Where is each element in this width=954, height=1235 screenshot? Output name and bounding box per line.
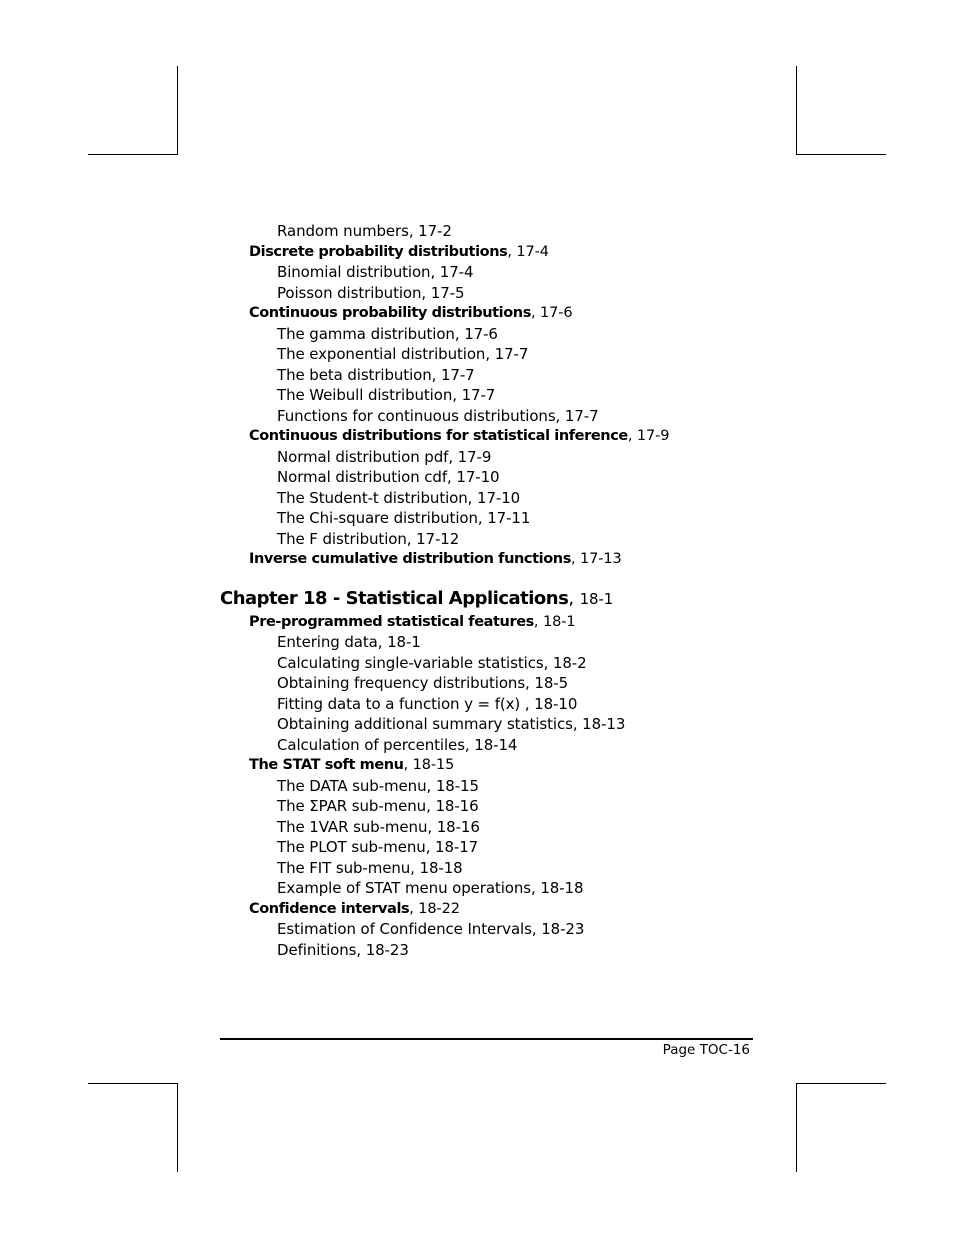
toc-subsection-entry bbox=[277, 385, 495, 405]
toc-chapter-entry bbox=[220, 587, 613, 611]
toc-entry-title: Inverse cumulative distribution functions bbox=[249, 551, 571, 567]
toc-entry-separator: , bbox=[507, 243, 517, 260]
toc-subsection-entry bbox=[277, 447, 491, 467]
toc-entry-separator: , bbox=[531, 920, 542, 938]
toc-entry-separator: , bbox=[627, 428, 637, 444]
toc-entry-page: 17-4 bbox=[439, 263, 474, 281]
toc-entry-page: 17-7 bbox=[440, 365, 475, 384]
toc-entry-title: Confidence intervals bbox=[249, 900, 410, 917]
toc-entry-separator: , bbox=[356, 940, 366, 959]
toc-entry-title: The STAT soft menu bbox=[249, 757, 404, 773]
toc-entry-title: Binomial distribution bbox=[277, 263, 431, 281]
toc-entry-page: 17-2 bbox=[418, 222, 452, 240]
toc-section-entry bbox=[249, 303, 573, 323]
toc-entry-separator: , bbox=[447, 468, 457, 486]
toc-entry-separator: , bbox=[430, 263, 440, 281]
toc-subsection-entry bbox=[277, 653, 587, 673]
toc-entry-title: Estimation of Confidence Intervals bbox=[277, 920, 532, 938]
toc-entry-page: 17-12 bbox=[416, 529, 460, 548]
toc-subsection-entry bbox=[277, 878, 583, 898]
toc-entry-title: Obtaining additional summary statistics bbox=[277, 715, 573, 733]
toc-entry-title: Entering data bbox=[277, 633, 378, 651]
toc-subsection-entry bbox=[277, 467, 499, 487]
toc-subsection-entry bbox=[277, 735, 517, 755]
toc-entry-title: Fitting data to a function y = f(x) bbox=[277, 694, 525, 713]
toc-entry-separator: , bbox=[452, 386, 462, 404]
toc-entry-page: 18-23 bbox=[365, 940, 409, 959]
footer-rule bbox=[220, 1038, 753, 1040]
crop-mark-bottom-left-horizontal bbox=[88, 1083, 178, 1084]
toc-entry-title: Calculating single-variable statistics bbox=[277, 653, 544, 672]
toc-subsection-entry bbox=[277, 817, 480, 837]
toc-entry-separator: , bbox=[530, 305, 540, 321]
page-number: Page TOC-16 bbox=[662, 1042, 750, 1058]
toc-entry-title: Poisson distribution bbox=[277, 283, 422, 302]
toc-entry-separator: , bbox=[524, 694, 535, 713]
toc-entry-separator: , bbox=[406, 529, 417, 548]
toc-subsection-entry bbox=[277, 221, 452, 241]
toc-entry-title: The gamma distribution bbox=[277, 324, 455, 343]
toc-subsection-entry bbox=[277, 324, 498, 344]
toc-entry-title: Continuous probability distributions bbox=[249, 305, 531, 321]
toc-entry-separator: , bbox=[425, 838, 436, 856]
toc-entry-separator: , bbox=[427, 817, 437, 836]
toc-entry-page: 17-6 bbox=[540, 305, 573, 321]
toc-subsection-entry bbox=[277, 776, 479, 796]
toc-entry-title: The PLOT sub-menu bbox=[277, 838, 426, 856]
toc-entry-page: 17-10 bbox=[477, 488, 521, 507]
toc-subsection-entry bbox=[277, 714, 625, 734]
toc-entry-page: 18-15 bbox=[412, 757, 455, 773]
toc-entry-separator: , bbox=[572, 715, 583, 733]
toc-entry-page: 18-1 bbox=[387, 633, 421, 651]
toc-entry-separator: , bbox=[477, 509, 488, 527]
toc-entry-title: The FIT sub-menu bbox=[277, 858, 411, 877]
toc-subsection-entry bbox=[277, 858, 463, 878]
toc-subsection-entry bbox=[277, 919, 584, 939]
toc-entry-separator: , bbox=[426, 797, 436, 815]
toc-entry-page: 17-10 bbox=[456, 468, 500, 486]
toc-entry-separator: , bbox=[533, 613, 543, 630]
toc-entry-page: 18-22 bbox=[418, 900, 460, 917]
toc-entry-page: 18-2 bbox=[552, 653, 587, 672]
toc-entry-page: 17-11 bbox=[487, 509, 531, 527]
toc-entry-separator: , bbox=[555, 406, 565, 425]
toc-entry-page: 18-17 bbox=[435, 838, 479, 856]
crop-mark-bottom-right-horizontal bbox=[796, 1083, 886, 1084]
toc-entry-page: 18-23 bbox=[541, 920, 585, 938]
toc-entry-page: 18-1 bbox=[542, 613, 576, 630]
toc-entry-page: 18-15 bbox=[435, 776, 479, 795]
toc-entry-separator: , bbox=[421, 283, 431, 302]
toc-entry-page: 18-10 bbox=[534, 694, 578, 713]
toc-section-entry bbox=[249, 612, 575, 632]
toc-entry-title: The Student-t distribution bbox=[277, 488, 468, 507]
toc-subsection-entry bbox=[277, 529, 459, 549]
toc-entry-title: Normal distribution cdf bbox=[277, 468, 448, 486]
toc-entry-separator: , bbox=[454, 324, 465, 343]
toc-entry-title: Continuous distributions for statistical inference bbox=[249, 428, 628, 444]
toc-entry-separator: , bbox=[409, 900, 419, 917]
toc-entry-page: 18-18 bbox=[540, 879, 584, 897]
toc-entry-separator: , bbox=[448, 447, 458, 466]
toc-entry-page: 17-4 bbox=[516, 243, 549, 260]
toc-subsection-entry bbox=[277, 508, 530, 528]
toc-section-entry bbox=[249, 242, 549, 262]
toc-entry-page: 18-16 bbox=[436, 817, 480, 836]
crop-mark-top-left-horizontal bbox=[88, 154, 178, 155]
toc-entry-separator: , bbox=[570, 551, 580, 567]
toc-entry-separator: , bbox=[525, 674, 535, 692]
toc-entry-title: The DATA sub-menu bbox=[277, 776, 427, 795]
toc-entry-separator: , bbox=[485, 345, 495, 363]
crop-mark-bottom-left-vertical bbox=[177, 1083, 178, 1172]
crop-mark-top-left-vertical bbox=[177, 66, 178, 155]
toc-entry-page: 17-9 bbox=[636, 428, 670, 444]
toc-entry-title: Normal distribution pdf bbox=[277, 447, 449, 466]
toc-subsection-entry bbox=[277, 837, 478, 857]
toc-entry-page: 18-5 bbox=[534, 674, 569, 692]
toc-entry-title: The beta distribution bbox=[277, 365, 432, 384]
toc-entry-page: 17-7 bbox=[564, 406, 599, 425]
toc-entry-page: 17-5 bbox=[430, 283, 465, 302]
toc-subsection-entry bbox=[277, 365, 475, 385]
toc-entry-separator: , bbox=[467, 488, 478, 507]
toc-entry-separator: , bbox=[568, 587, 580, 609]
toc-entry-page: 17-7 bbox=[461, 386, 496, 404]
toc-entry-title: Pre-programmed statistical features bbox=[249, 613, 534, 630]
toc-entry-title: Random numbers bbox=[277, 222, 409, 240]
toc-entry-separator: , bbox=[543, 653, 553, 672]
toc-subsection-entry bbox=[277, 283, 464, 303]
toc-entry-title: The exponential distribution bbox=[277, 345, 486, 363]
toc-entry-separator: , bbox=[426, 776, 436, 795]
toc-section-entry bbox=[249, 755, 454, 775]
toc-entry-title: Definitions bbox=[277, 940, 357, 959]
toc-entry-page: 18-13 bbox=[582, 715, 626, 733]
toc-section-entry bbox=[249, 426, 669, 446]
toc-subsection-entry bbox=[277, 406, 599, 426]
toc-entry-separator: , bbox=[464, 735, 475, 754]
toc-entry-separator: , bbox=[377, 633, 388, 651]
toc-entry-title: The 1VAR sub-menu bbox=[277, 817, 428, 836]
toc-entry-page: 17-13 bbox=[579, 551, 622, 567]
toc-entry-separator: , bbox=[403, 757, 413, 773]
toc-subsection-entry bbox=[277, 632, 421, 652]
toc-entry-title: Chapter 18 - Statistical Applications bbox=[220, 587, 569, 609]
toc-entry-title: The ΣPAR sub-menu bbox=[277, 797, 427, 815]
crop-mark-bottom-right-vertical bbox=[796, 1083, 797, 1172]
toc-subsection-entry bbox=[277, 673, 568, 693]
toc-entry-separator: , bbox=[408, 222, 419, 240]
toc-entry-separator: , bbox=[410, 858, 420, 877]
toc-entry-page: 18-16 bbox=[435, 797, 479, 815]
toc-entry-title: Functions for continuous distributions bbox=[277, 406, 556, 425]
crop-mark-top-right-vertical bbox=[796, 66, 797, 155]
toc-subsection-entry bbox=[277, 344, 528, 364]
toc-entry-page: 18-18 bbox=[419, 858, 463, 877]
toc-section-entry bbox=[249, 549, 622, 569]
toc-entry-title: Example of STAT menu operations bbox=[277, 879, 531, 897]
toc-subsection-entry bbox=[277, 940, 409, 960]
toc-entry-page: 17-7 bbox=[494, 345, 529, 363]
toc-subsection-entry bbox=[277, 488, 520, 508]
toc-entry-page: 17-9 bbox=[457, 447, 492, 466]
toc-subsection-entry bbox=[277, 796, 479, 816]
toc-entry-page: 18-14 bbox=[474, 735, 518, 754]
toc-entry-title: The Weibull distribution bbox=[277, 386, 453, 404]
toc-entry-title: The F distribution bbox=[277, 529, 407, 548]
toc-entry-title: Calculation of percentiles bbox=[277, 735, 465, 754]
toc-entry-title: Discrete probability distributions bbox=[249, 243, 508, 260]
crop-mark-top-right-horizontal bbox=[796, 154, 886, 155]
toc-entry-separator: , bbox=[431, 365, 441, 384]
toc-entry-page: 18-1 bbox=[579, 589, 614, 608]
toc-subsection-entry bbox=[277, 694, 577, 714]
toc-entry-title: Obtaining frequency distributions bbox=[277, 674, 526, 692]
toc-entry-separator: , bbox=[530, 879, 541, 897]
toc-subsection-entry bbox=[277, 262, 473, 282]
toc-entry-title: The Chi-square distribution bbox=[277, 509, 478, 527]
toc-section-entry bbox=[249, 899, 460, 919]
toc-entry-page: 17-6 bbox=[464, 324, 498, 343]
